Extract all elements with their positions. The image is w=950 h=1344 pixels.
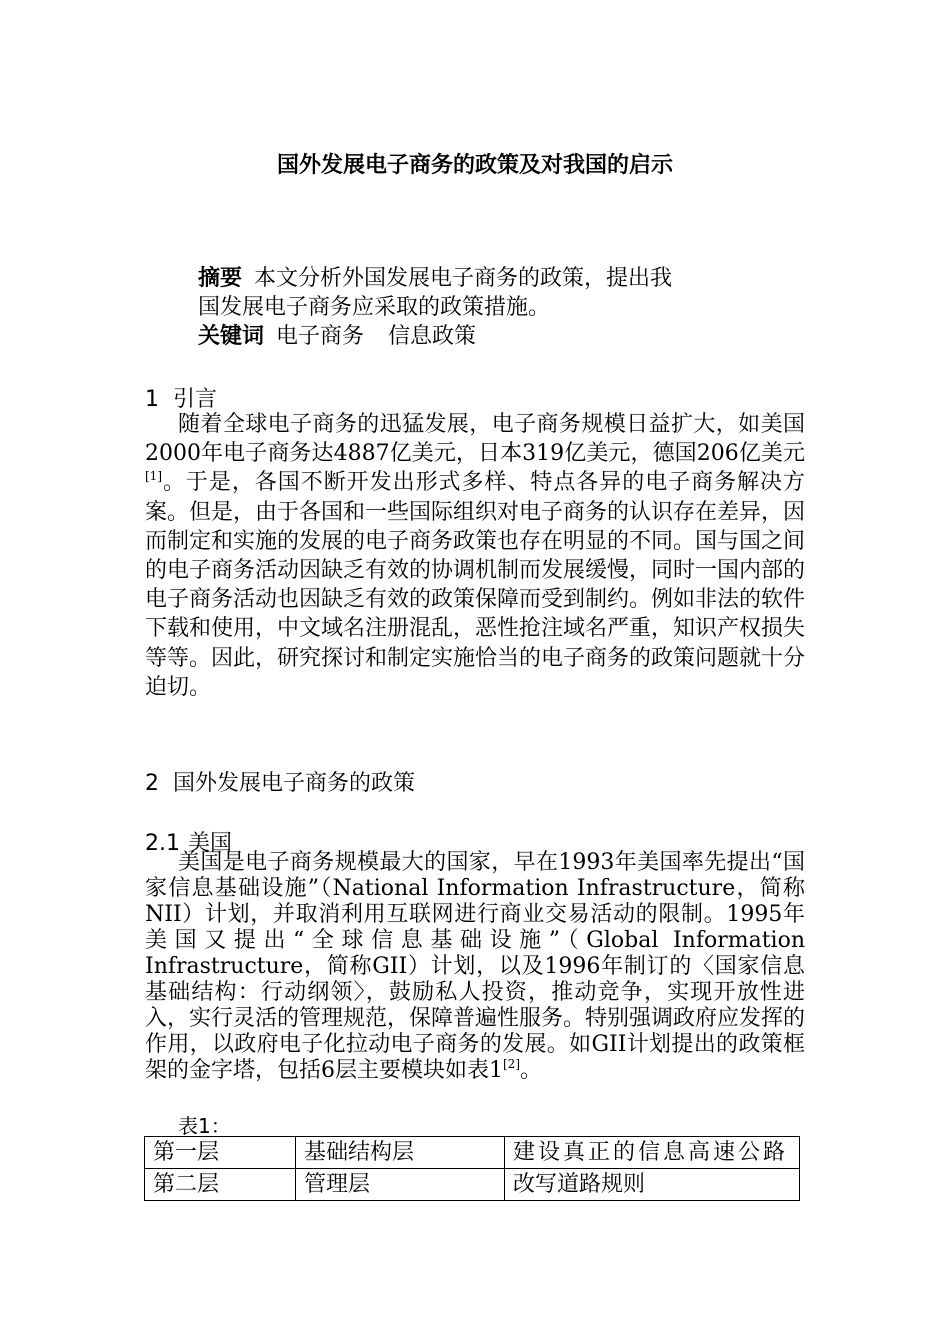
table-row bbox=[145, 1169, 800, 1201]
abstract-text-1: 本文分析外国发展电子商务的政策，提出我 bbox=[254, 266, 673, 291]
abstract-line-2: 国发展电子商务应采取的政策措施。 bbox=[198, 295, 551, 320]
keywords-label: 关键词 bbox=[198, 324, 265, 349]
reference-2: [2] bbox=[503, 1057, 520, 1071]
table-cell: 第一层 bbox=[145, 1137, 296, 1169]
table-row bbox=[145, 1137, 800, 1169]
document-title: 国外发展电子商务的政策及对我国的启示 bbox=[276, 153, 673, 178]
section-1-heading bbox=[145, 382, 217, 413]
section-2-number: 2 bbox=[145, 771, 159, 796]
section-2-title: 国外发展电子商务的政策 bbox=[173, 771, 416, 796]
keywords-line bbox=[198, 322, 758, 351]
section-2-heading bbox=[145, 766, 415, 797]
section-1-number: 1 bbox=[145, 387, 159, 412]
section-1-title: 引言 bbox=[173, 387, 218, 412]
table-cell: 建设真正的信息高速公路 bbox=[505, 1137, 800, 1169]
table-cell: 第二层 bbox=[145, 1169, 296, 1201]
table-cell: 改写道路规则 bbox=[505, 1169, 800, 1201]
policy-table bbox=[144, 1136, 800, 1201]
keyword-1: 电子商务 bbox=[276, 324, 365, 349]
section-2-1-title: 美国 bbox=[188, 831, 233, 856]
table-label: 表1： bbox=[178, 1114, 231, 1138]
section-2-1-text-b: 。 bbox=[520, 1058, 543, 1083]
section-2-1-text-a: 美国是电子商务规模最大的国家，早在1993年美国率先提出“国家信息基础设施”（National Information Infrastructure，简称NII）计划，并取消利用互联网进行商业交易活动的限制。1995年美国又提出“全球信息基础设施”（Global Information Infrastructure，简称GII）计划，以及1996年制订的〈国家信息基础结构：行动纲领〉，鼓励私人投资，推动竞争，实现开放性进入，实行灵活的管理规范，保障普遍性服务。特别强调政府应发挥的作用，以政府电子化拉动电子商务的发展。如GII计划提出的政策框架的金字塔，包括6层主要模块如表1 bbox=[145, 850, 806, 1083]
section-2-1-paragraph bbox=[145, 850, 805, 1084]
abstract-block bbox=[198, 264, 758, 351]
abstract-label: 摘要 bbox=[198, 266, 243, 291]
abstract-line-1 bbox=[198, 264, 758, 293]
table-cell: 管理层 bbox=[296, 1169, 505, 1201]
section-1-text-a: 随着全球电子商务的迅猛发展，电子商务规模日益扩大，如美国2000年电子商务达4887亿美元，日本319亿美元，德国206亿美元 bbox=[145, 412, 805, 467]
section-1-paragraph bbox=[145, 410, 805, 702]
section-2-1-number: 2.1 bbox=[145, 831, 180, 856]
keyword-2: 信息政策 bbox=[388, 324, 477, 349]
table-cell: 基础结构层 bbox=[296, 1137, 505, 1169]
reference-1: [1] bbox=[145, 469, 162, 484]
section-1-text-b: 。于是，各国不断开发出形式多样、特点各异的电子商务解决方案。但是，由于各国和一些国际组织对电子商务的认识存在差异，因而制定和实施的发展的电子商务政策也存在明显的不同。国与国之间的电子商务活动因缺乏有效的协调机制而发展缓慢，同时一国内部的电子商务活动也因缺乏有效的政策保障而受到制约。例如非法的软件下载和使用，中文域名注册混乱，恶性抢注域名严重，知识产权损失等等。因此，研究探讨和制定实施恰当的电子商务的政策问题就十分迫切。 bbox=[145, 470, 806, 700]
